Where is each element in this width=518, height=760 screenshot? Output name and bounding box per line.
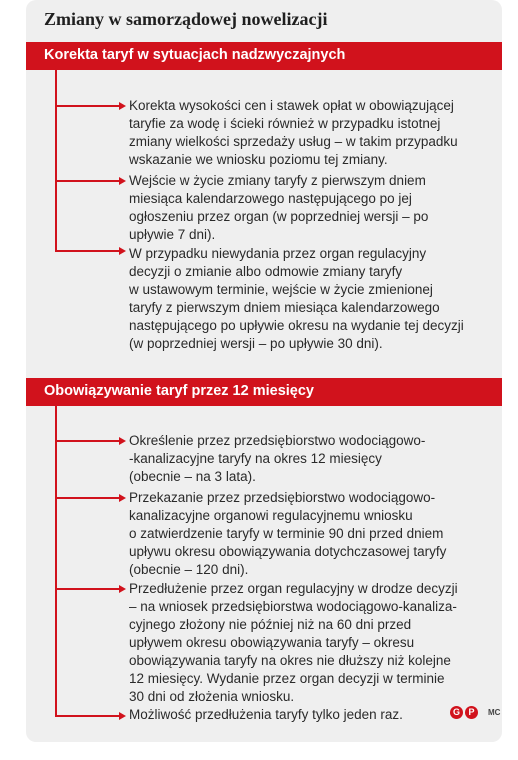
arrow-right-icon	[119, 437, 126, 445]
section-heading: Obowiązywanie taryf przez 12 miesięcy	[44, 383, 314, 399]
section-header-tariff-correction	[26, 42, 502, 70]
arrow-right-icon	[119, 585, 126, 593]
section-tree-line	[55, 70, 57, 250]
item-connector	[55, 497, 121, 499]
logo-circle-icon: P	[465, 706, 478, 719]
item-connector	[55, 105, 121, 107]
arrow-right-icon	[119, 177, 126, 185]
item-connector	[55, 715, 121, 717]
section-tree-line	[55, 406, 57, 715]
list-item: Określenie przez przedsiębiorstwo wodociągowo- -kanalizacyjne taryfy na okres 12 miesięcy (obecnie – na 3 lata).	[129, 433, 426, 484]
list-item: Korekta wysokości cen i stawek opłat w obowiązującej taryfie za wodę i ścieki również w przypadku istotnej zmiany wielkości sprzedaży usług – w takim przypadku wskazanie we wniosku poziomu tej zmiany.	[129, 98, 458, 167]
list-item: Wejście w życie zmiany taryfy z pierwszym dniem miesiąca kalendarzowego następującego po jej ogłoszeniu przez organ (w poprzedniej wersji – po upływie 7 dni).	[129, 173, 429, 242]
list-item: Przedłużenie przez organ regulacyjny w drodze decyzji – na wniosek przedsiębiorstwa wodociągowo-kanaliza- cyjnego złożony nie później niż na 60 dni przed upływem okresu obowiązywania taryfy – okresu obowiązywania taryfy na okres nie dłuższy niż kolejne 12 miesięcy. Wydanie przez organ decyzji w terminie 30 dni od złożenia wniosku.	[129, 581, 458, 704]
item-connector	[55, 180, 121, 182]
list-item: Możliwość przedłużenia taryfy tylko jeden raz.	[129, 707, 403, 722]
list-item: Przekazanie przez przedsiębiorstwo wodociągowo- kanalizacyjne organowi regulacyjnemu wniosku o zatwierdzenie taryfy w terminie 90 dni przed dniem upływu okresu obowiązywania dotychczasowej taryfy (obecnie – 120 dni).	[129, 490, 447, 577]
section-heading: Korekta taryf w sytuacjach nadzwyczajnych	[44, 47, 346, 63]
publisher-logo	[450, 706, 500, 719]
list-item: W przypadku niewydania przez organ regulacyjny decyzji o zmianie albo odmowie zmiany taryfy w ustawowym terminie, wejście w życie zmienionej taryfy z pierwszym dniem miesiąca kalendarzowego następującego po upływie okresu na wydanie tej decyzji (w poprzedniej wersji – po upływie 30 dni).	[129, 246, 464, 351]
logo-circle-icon: G	[450, 706, 463, 719]
item-connector	[55, 588, 121, 590]
item-connector	[55, 250, 121, 252]
section-header-tariff-validity	[26, 378, 502, 406]
arrow-right-icon	[119, 712, 126, 720]
infographic-title: Zmiany w samorządowej nowelizacji	[44, 9, 328, 29]
arrow-right-icon	[119, 494, 126, 502]
item-connector	[55, 440, 121, 442]
arrow-right-icon	[119, 247, 126, 255]
author-credit: MC	[488, 708, 501, 717]
arrow-right-icon	[119, 102, 126, 110]
